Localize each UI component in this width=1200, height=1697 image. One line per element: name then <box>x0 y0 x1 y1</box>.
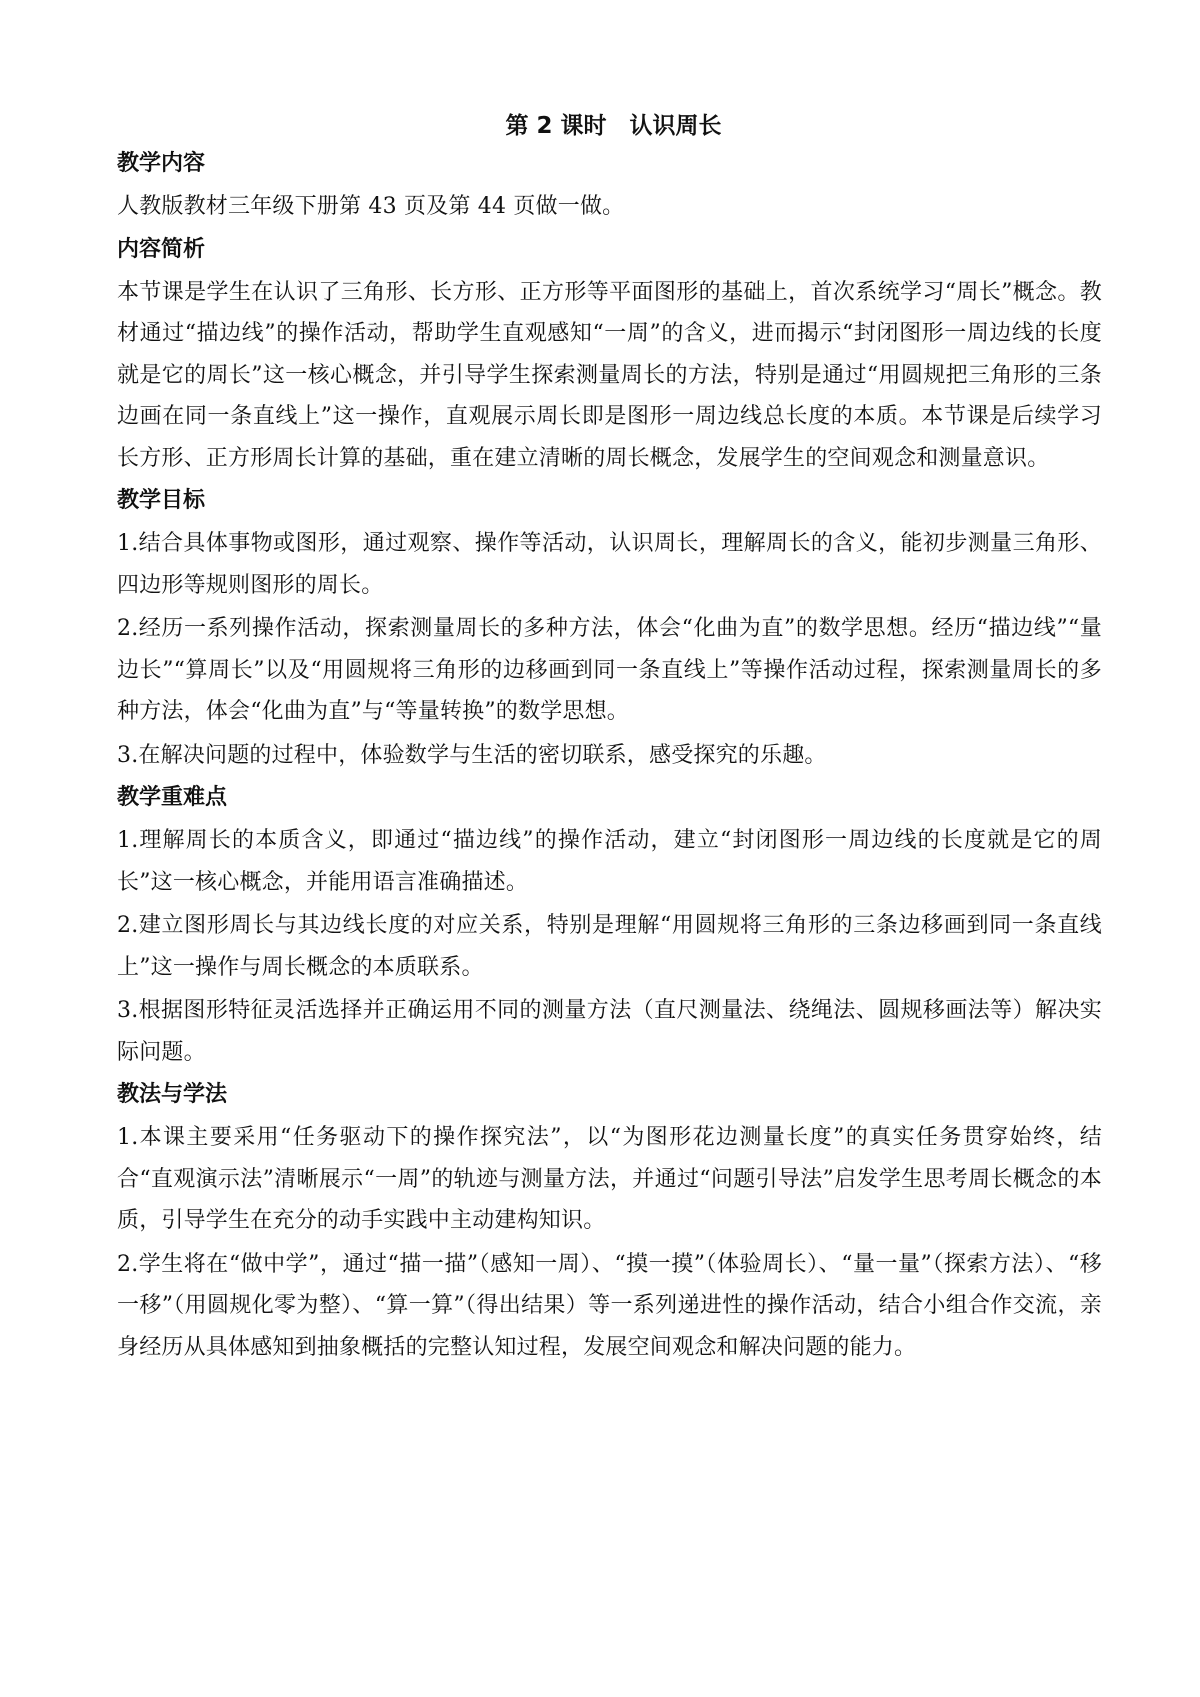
paragraph: 本节课是学生在认识了三角形、长方形、正方形等平面图形的基础上，首次系统学习“周长”概念。教材通过“描边线”的操作活动，帮助学生直观感知“一周”的含义，进而揭示“封闭图形一周边线的长度就是它的周长”这一核心概念，并引导学生探索测量周长的方法，特别是通过“用圆规把三角形的三条边画在同一条直线上”这一操作，直观展示周长即是图形一周边线总长度的本质。本节课是后续学习长方形、正方形周长计算的基础，重在建立清晰的周长概念，发展学生的空间观念和测量意识。 <box>117 279 1102 471</box>
method-item: 1.本课主要采用“任务驱动下的操作探究法”，以“为图形花边测量长度”的真实任务贯穿始终，结合“直观演示法”清晰展示“一周”的轨迹与测量方法，并通过“问题引导法”启发学生思考周长概念的本质，引导学生在充分的动手实践中主动建构知识。 <box>117 1125 1102 1233</box>
goal-item: 1.结合具体事物或图形，通过观察、操作等活动，认识周长，理解周长的含义，能初步测量三角形、四边形等规则图形的周长。 <box>117 531 1102 598</box>
section-key-difficult-points <box>117 782 1102 1073</box>
section-heading: 教法与学法 <box>117 1082 228 1107</box>
goal-item: 2.经历一系列操作活动，探索测量周长的多种方法，体会“化曲为直”的数学思想。经历“描边线”“量边长”“算周长”以及“用圆规将三角形的边移画到同一条直线上”等操作活动过程，探索测量周长的多种方法，体会“化曲为直”与“等量转换”的数学思想。 <box>117 616 1102 724</box>
section-heading: 教学目标 <box>117 488 206 513</box>
section-teaching-learning-methods <box>117 1079 1102 1368</box>
method-item: 2.学生将在“做中学”，通过“描一描”（感知一周）、“摸一摸”（体验周长）、“量一量”（探索方法）、“移一移”（用圆规化零为整）、“算一算”（得出结果）等一系列递进性的操作活动，结合小组合作交流，亲身经历从具体感知到抽象概括的完整认知过程，发展空间观念和解决问题的能力。 <box>117 1251 1102 1360</box>
section-heading: 教学重难点 <box>117 785 228 810</box>
key-point-item: 2.建立图形周长与其边线长度的对应关系，特别是理解“用圆规将三角形的三条边移画到同一条直线上”这一操作与周长概念的本质联系。 <box>117 913 1102 980</box>
key-point-item: 1.理解周长的本质含义，即通过“描边线”的操作活动，建立“封闭图形一周边线的长度就是它的周长”这一核心概念，并能用语言准确描述。 <box>117 828 1102 895</box>
section-content-analysis <box>117 234 1102 480</box>
section-heading: 内容简析 <box>117 236 206 262</box>
key-point-item: 3.根据图形特征灵活选择并正确运用不同的测量方法（直尺测量法、绕绳法、圆规移画法等）解决实际问题。 <box>117 998 1102 1065</box>
section-teaching-content <box>117 148 1102 228</box>
goal-item: 3.在解决问题的过程中，体验数学与生活的密切联系，感受探究的乐趣。 <box>117 742 827 768</box>
lesson-title: 第 2 课时 认识周长 <box>505 113 722 139</box>
section-teaching-goals <box>117 485 1102 776</box>
section-heading: 教学内容 <box>117 151 206 176</box>
paragraph: 人教版教材三年级下册第 43 页及第 44 页做一做。 <box>117 194 625 219</box>
